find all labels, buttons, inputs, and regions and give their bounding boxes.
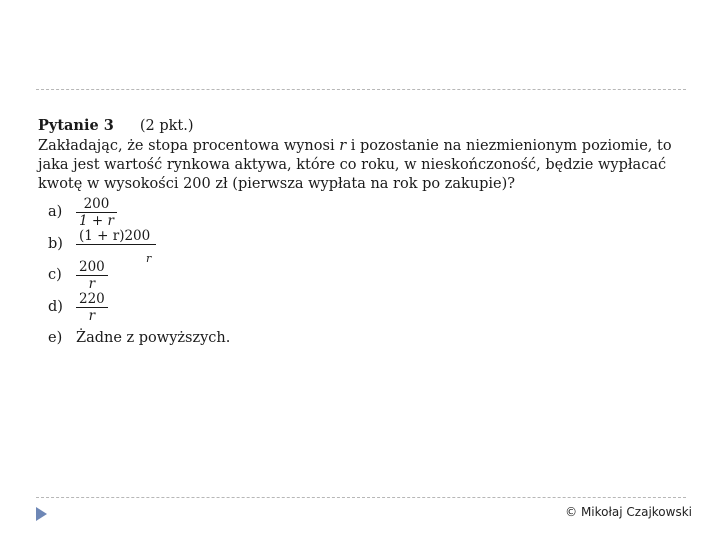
question-text-part1: Zakładając, że stopa procentowa wynosi (38, 138, 340, 154)
answer-d-fraction (76, 292, 108, 323)
question-variable: r (339, 138, 347, 154)
fraction-denominator-stray: r (146, 251, 152, 265)
answer-e-text: Żadne z powyższych. (76, 330, 231, 347)
answer-c (38, 260, 708, 292)
fraction-numerator: 200 (79, 259, 105, 276)
fraction-denominator: r (76, 275, 108, 291)
question-block (38, 116, 708, 355)
answer-letter: d) (48, 298, 63, 315)
answer-letter: c) (48, 267, 62, 284)
answer-b-fraction (76, 229, 156, 260)
fraction-denominator: r (76, 307, 108, 323)
fraction-denominator: 1 + r (76, 212, 117, 228)
answer-b (38, 227, 708, 265)
answer-d (38, 292, 708, 324)
copyright-notice: © Mikołaj Czajkowski (565, 505, 692, 519)
answer-list (38, 197, 708, 355)
answer-letter: e) (48, 330, 63, 347)
fraction-numerator: 200 (83, 196, 110, 213)
answer-letter: b) (48, 235, 63, 252)
question-text (38, 137, 706, 194)
answer-e (38, 323, 708, 355)
fraction-numerator: 220 (79, 290, 105, 307)
answer-a (38, 197, 708, 229)
triangle-right-icon (36, 507, 47, 521)
question-points: (2 pkt.) (139, 118, 194, 134)
question-title: Pytanie 3 (38, 117, 114, 134)
fraction-numerator: (1 + r)200 (79, 227, 151, 244)
answer-c-fraction (76, 260, 108, 291)
answer-a-fraction (76, 197, 117, 228)
bottom-divider (36, 497, 686, 498)
fraction-bar (76, 244, 156, 260)
question-heading (38, 116, 708, 136)
answer-letter: a) (48, 204, 63, 221)
top-divider (36, 89, 686, 90)
question-text-part2: i pozostanie na niezmienionym poziomie, to jaka jest wartość rynkowa aktywa, które co roku, w nieskończoność, będzie wypłacać kwotę w wysokości 200 zł (pierwsza wypłata na rok po zakupie)? (38, 138, 672, 192)
